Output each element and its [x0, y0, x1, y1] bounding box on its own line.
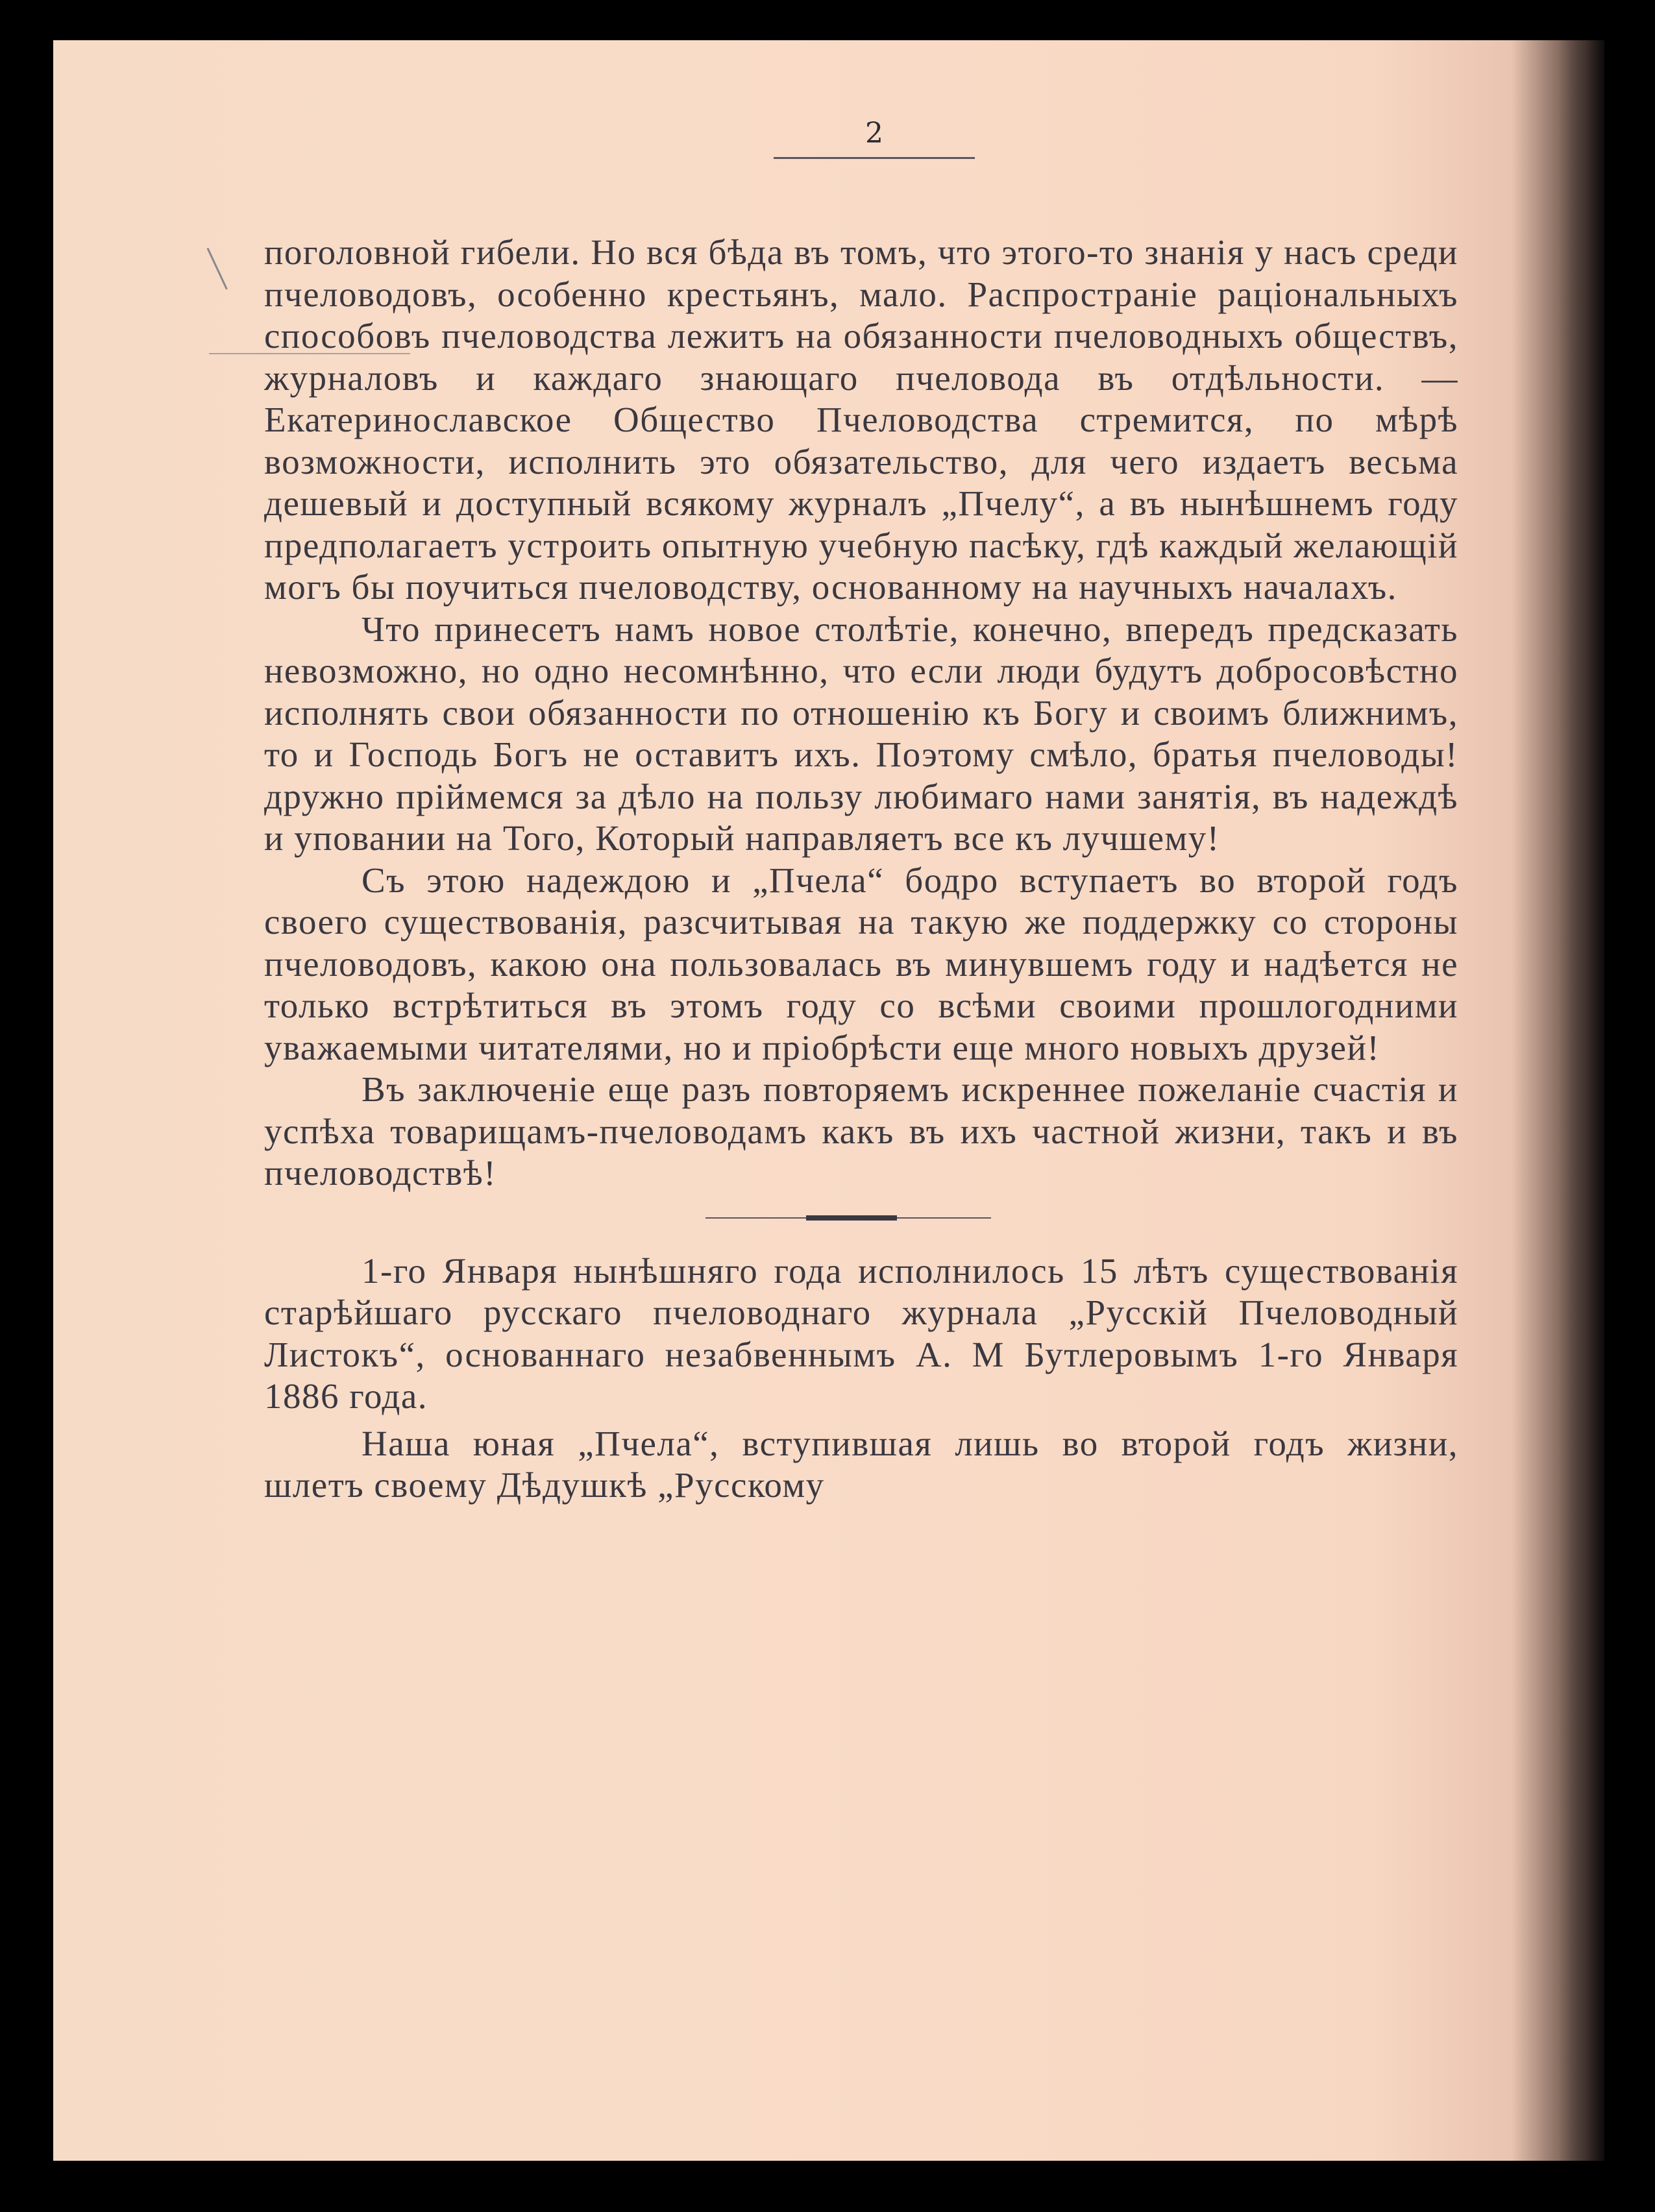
scanned-page — [53, 40, 1604, 2161]
pencil-mark — [206, 241, 241, 290]
paragraph-5: 1-го Января нынѣшняго года исполнилось 15 лѣтъ существованія старѣйшаго русскаго пчеловоднаго журнала „Русскій Пчеловодный Листокъ“, основаннаго незабвеннымъ А. М Бутлеровымъ 1-го Января 1886 года. — [264, 1250, 1458, 1416]
article-body — [264, 232, 1458, 1507]
divider-thick-bar — [806, 1215, 897, 1221]
paragraph-2: Что принесетъ намъ новое столѣтіе, конечно, впередъ предсказать невозможно, но одно несомнѣнно, что если люди будутъ добросовѣстно исполнять свои обязанности по отношенію къ Богу и своимъ ближнимъ, то и Господь Богъ не оставитъ ихъ. Поэтому смѣло, братья пчеловоды! дружно пріймемся за дѣло на пользу любимаго нами занятія, въ надеждѣ и уповании на Того, Который направляетъ все къ лучшему! — [264, 609, 1458, 858]
paragraph-4: Въ заключеніе еще разъ повторяемъ искреннее пожеланіе счастія и успѣха товарищамъ-пчеловодамъ какъ въ ихъ частной жизни, такъ и въ пчеловодствѣ! — [264, 1069, 1458, 1193]
paragraph-6: Наша юная „Пчела“, вступившая лишь во второй годъ жизни, шлетъ своему Дѣдушкѣ „Русскому — [264, 1423, 1458, 1505]
page-number: 2 — [865, 117, 883, 150]
section-divider — [705, 1213, 991, 1223]
header-rule — [774, 157, 975, 159]
page-edge-shadow — [1559, 40, 1604, 2161]
paragraph-3: Съ этою надеждою и „Пчела“ бодро вступаетъ во второй годъ своего существованія, разсчитывая на такую же поддержку со стороны пчеловодовъ, какою она пользовалась въ минувшемъ году и надѣется не только встрѣтиться въ этомъ году со всѣми своими прошлогодними уважаемыми читателями, но и пріобрѣсти еще много новыхъ друзей! — [264, 860, 1458, 1067]
paragraph-1: поголовной гибели. Но вся бѣда въ томъ, что этого-то знанія у насъ среди пчеловодовъ, особенно крестьянъ, мало. Распространіе раціональныхъ способовъ пчеловодства лежитъ на обязанности пчеловодныхъ обществъ, журналовъ и каждаго знающаго пчеловода въ отдѣльности. — Екатеринославское Общество Пчеловодства стремится, по мѣрѣ возможности, исполнить это обязательство, для чего издаетъ весьма дешевый и доступный всякому журналъ „Пчелу“, а въ нынѣшнемъ году предполагаетъ устроить опытную учебную пасѣку, гдѣ каждый желающій могъ бы поучиться пчеловодству, основанному на научныхъ началахъ. — [264, 232, 1458, 607]
